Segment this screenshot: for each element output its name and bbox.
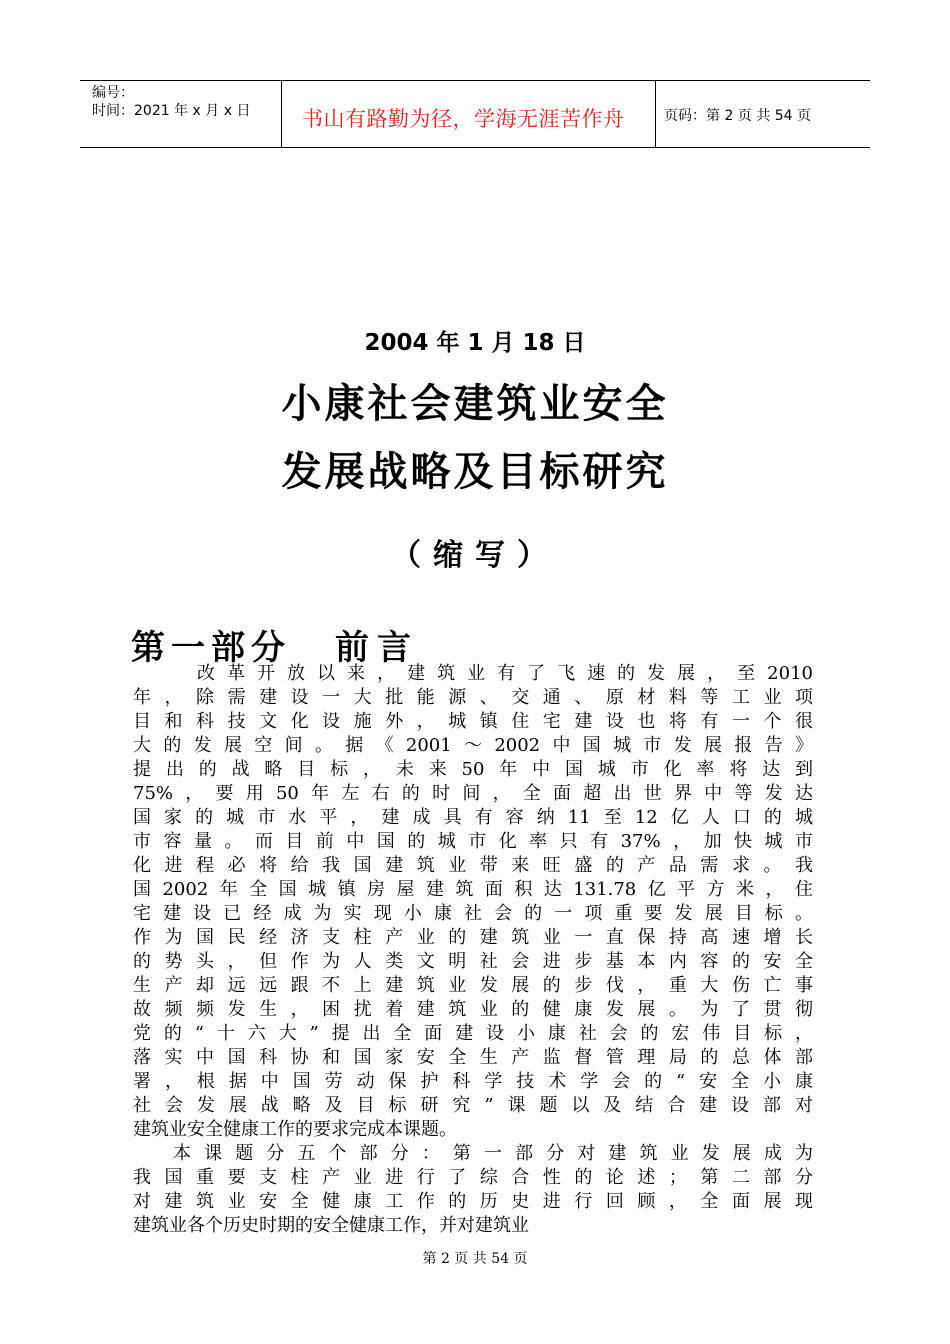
paragraph-line: 落实中国科协和国家安全生产监督管理局的总体部 (133, 1047, 813, 1068)
section-name: 前言 (335, 628, 419, 668)
paragraph-line: 改革开放以来，建筑业有了飞速的发展，至2010 (197, 663, 813, 684)
paragraph-line: 宅建设已经成为实现小康社会的一项重要发展目标。 (133, 903, 813, 924)
header-motto: 书山有路勤为径，学海无涯苦作舟 (302, 107, 625, 131)
paragraph (133, 1142, 813, 1238)
header-motto-cell (281, 81, 655, 147)
paragraph-line: 对建筑业安全健康工作的历史进行回顾，全面展现 (133, 1191, 813, 1212)
paragraph-line: 大的发展空间。据《2001～2002中国城市发展报告》 (133, 735, 813, 756)
paragraph-line: 党的“十六大”提出全面建设小康社会的宏伟目标， (133, 1023, 813, 1044)
paragraph-line: 署，根据中国劳动保护科学技术学会的“安全小康 (133, 1071, 813, 1092)
paragraph-line: 故频频发生，困扰着建筑业的健康发展。为了贯彻 (133, 999, 813, 1020)
paragraph-line: 提出的战略目标，未来50年中国城市化率将达到 (133, 759, 813, 780)
paragraph-line: 建筑业安全健康工作的要求完成本课题。 (133, 1119, 457, 1140)
paragraph-line: 化进程必将给我国建筑业带来旺盛的产品需求。我 (133, 855, 813, 876)
paragraph-line: 国2002年全国城镇房屋建筑面积达131.78亿平方米，住 (133, 879, 813, 900)
paragraph-line: 市容量。而目前中国的城市化率只有37%，加快城市 (133, 831, 813, 852)
header-page-cell (655, 81, 871, 147)
report-date: 2004 年 1 月 18 日 (364, 330, 586, 356)
report-title-line1: 小康社会建筑业安全 (281, 381, 669, 427)
section-part-label: 第一部分 (131, 628, 291, 668)
body-text (133, 662, 813, 1238)
paragraph-line: 年，除需建设一大批能源、交通、原材料等工业项 (133, 687, 813, 708)
header-meta-cell (80, 81, 281, 147)
report-subtitle: （缩写） (391, 538, 559, 573)
document-number-label: 编号： (92, 85, 134, 101)
paragraph-line: 社会发展战略及目标研究”课题以及结合建设部对 (133, 1095, 813, 1116)
header-page-number: 页码：第 2 页 共 54 页 (664, 108, 811, 124)
page-header (80, 80, 870, 148)
report-title-line2: 发展战略及目标研究 (281, 449, 669, 495)
paragraph-line: 建筑业各个历史时期的安全健康工作，并对建筑业 (133, 1215, 529, 1236)
paragraph-line: 我国重要支柱产业进行了综合性的论述；第二部分 (133, 1167, 813, 1188)
paragraph-line: 国家的城市水平，建成具有容纳11至12亿人口的城 (133, 807, 813, 828)
paragraph (133, 662, 813, 1142)
paragraph-line: 生产却远远跟不上建筑业发展的步伐，重大伤亡事 (133, 975, 813, 996)
page-footer: 第 2 页 共 54 页 (422, 1251, 528, 1267)
document-time-label: 时间：2021 年 x 月 x 日 (92, 103, 251, 119)
paragraph-line: 75%，要用50年左右的时间，全面超出世界中等发达 (133, 783, 813, 804)
paragraph-line: 目和科技文化设施外，城镇住宅建设也将有一个很 (133, 711, 813, 732)
paragraph-line: 的势头，但作为人类文明社会进步基本内容的安全 (133, 951, 813, 972)
paragraph-line: 作为国民经济支柱产业的建筑业一直保持高速增长 (133, 927, 813, 948)
paragraph-line: 本课题分五个部分：第一部分对建筑业发展成为 (173, 1143, 813, 1164)
